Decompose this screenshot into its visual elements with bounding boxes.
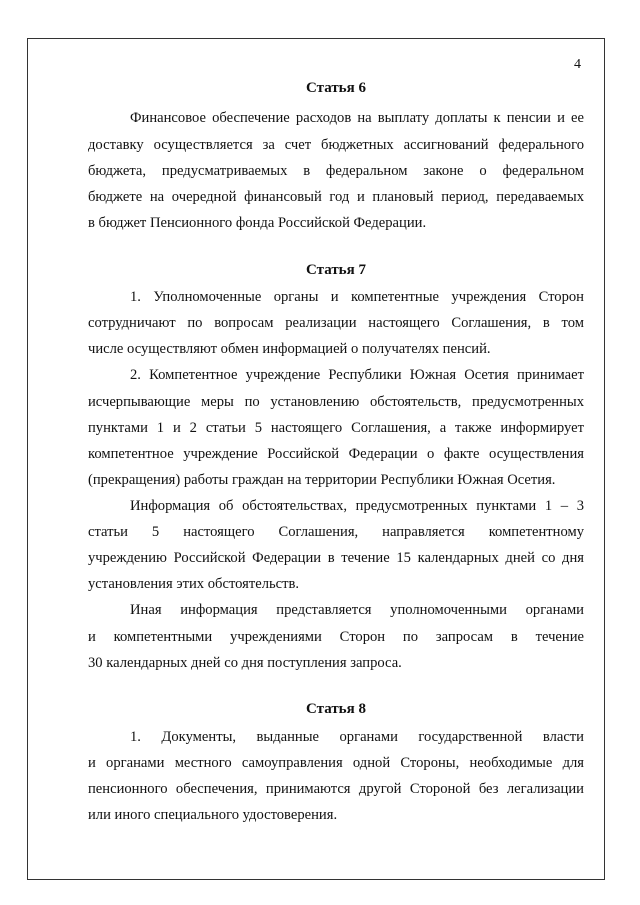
- article-6-line: в бюджет Пенсионного фонда Российской Федерации.: [88, 215, 427, 231]
- article-7-line: пунктами 1 и 2 статьи 5 настоящего Соглашения, а также информирует: [88, 420, 584, 436]
- article-7-line: статьи 5 настоящего Соглашения, направляется компетентному: [88, 524, 584, 540]
- article-7-line: числе осуществляют обмен информацией о получателях пенсий.: [88, 341, 491, 357]
- article-7-line: учреждению Российской Федерации в течение 15 календарных дней со дня: [88, 550, 584, 566]
- article-8-line: или иного специального удостоверения.: [88, 807, 338, 823]
- article-7-line: Иная информация представляется уполномоченными органами: [130, 602, 584, 618]
- article-6-line: доставку осуществляется за счет бюджетных ассигнований федерального: [88, 137, 584, 153]
- article-7-line: сотрудничают по вопросам реализации настоящего Соглашения, в том: [88, 315, 584, 331]
- article-7-line: установления этих обстоятельств.: [88, 576, 300, 592]
- article-7-line: компетентное учреждение Российской Федерации о факте осуществления: [88, 446, 584, 462]
- article-6-title: Статья 6: [306, 80, 366, 96]
- article-7-title: Статья 7: [306, 262, 366, 278]
- article-8-line: и органами местного самоуправления одной Стороны, необходимые для: [88, 755, 584, 771]
- article-7-line: и компетентными учреждениями Сторон по запросам в течение: [88, 629, 584, 645]
- article-7-line: 2. Компетентное учреждение Республики Южная Осетия принимает: [130, 367, 584, 383]
- article-7-line: 30 календарных дней со дня поступления запроса.: [88, 655, 402, 671]
- article-6-line: бюджета, предусматриваемых в федеральном законе о федеральном: [88, 163, 584, 179]
- article-6-line: бюджете на очередной финансовый год и плановый период, передаваемых: [88, 189, 584, 205]
- article-6-line: Финансовое обеспечение расходов на выплату доплаты к пенсии и ее: [130, 110, 584, 126]
- article-7-line: (прекращения) работы граждан на территории Республики Южная Осетия.: [88, 472, 556, 488]
- article-7-line: Информация об обстоятельствах, предусмотренных пунктами 1 – 3: [130, 498, 584, 514]
- page-number: 4: [574, 57, 581, 72]
- article-7-line: 1. Уполномоченные органы и компетентные учреждения Сторон: [130, 289, 584, 305]
- article-8-title: Статья 8: [306, 701, 366, 717]
- article-8-line: 1. Документы, выданные органами государственной власти: [130, 729, 584, 745]
- article-7-line: исчерпывающие меры по установлению обстоятельств, предусмотренных: [88, 394, 584, 410]
- article-8-line: пенсионного обеспечения, принимаются другой Стороной без легализации: [88, 781, 584, 797]
